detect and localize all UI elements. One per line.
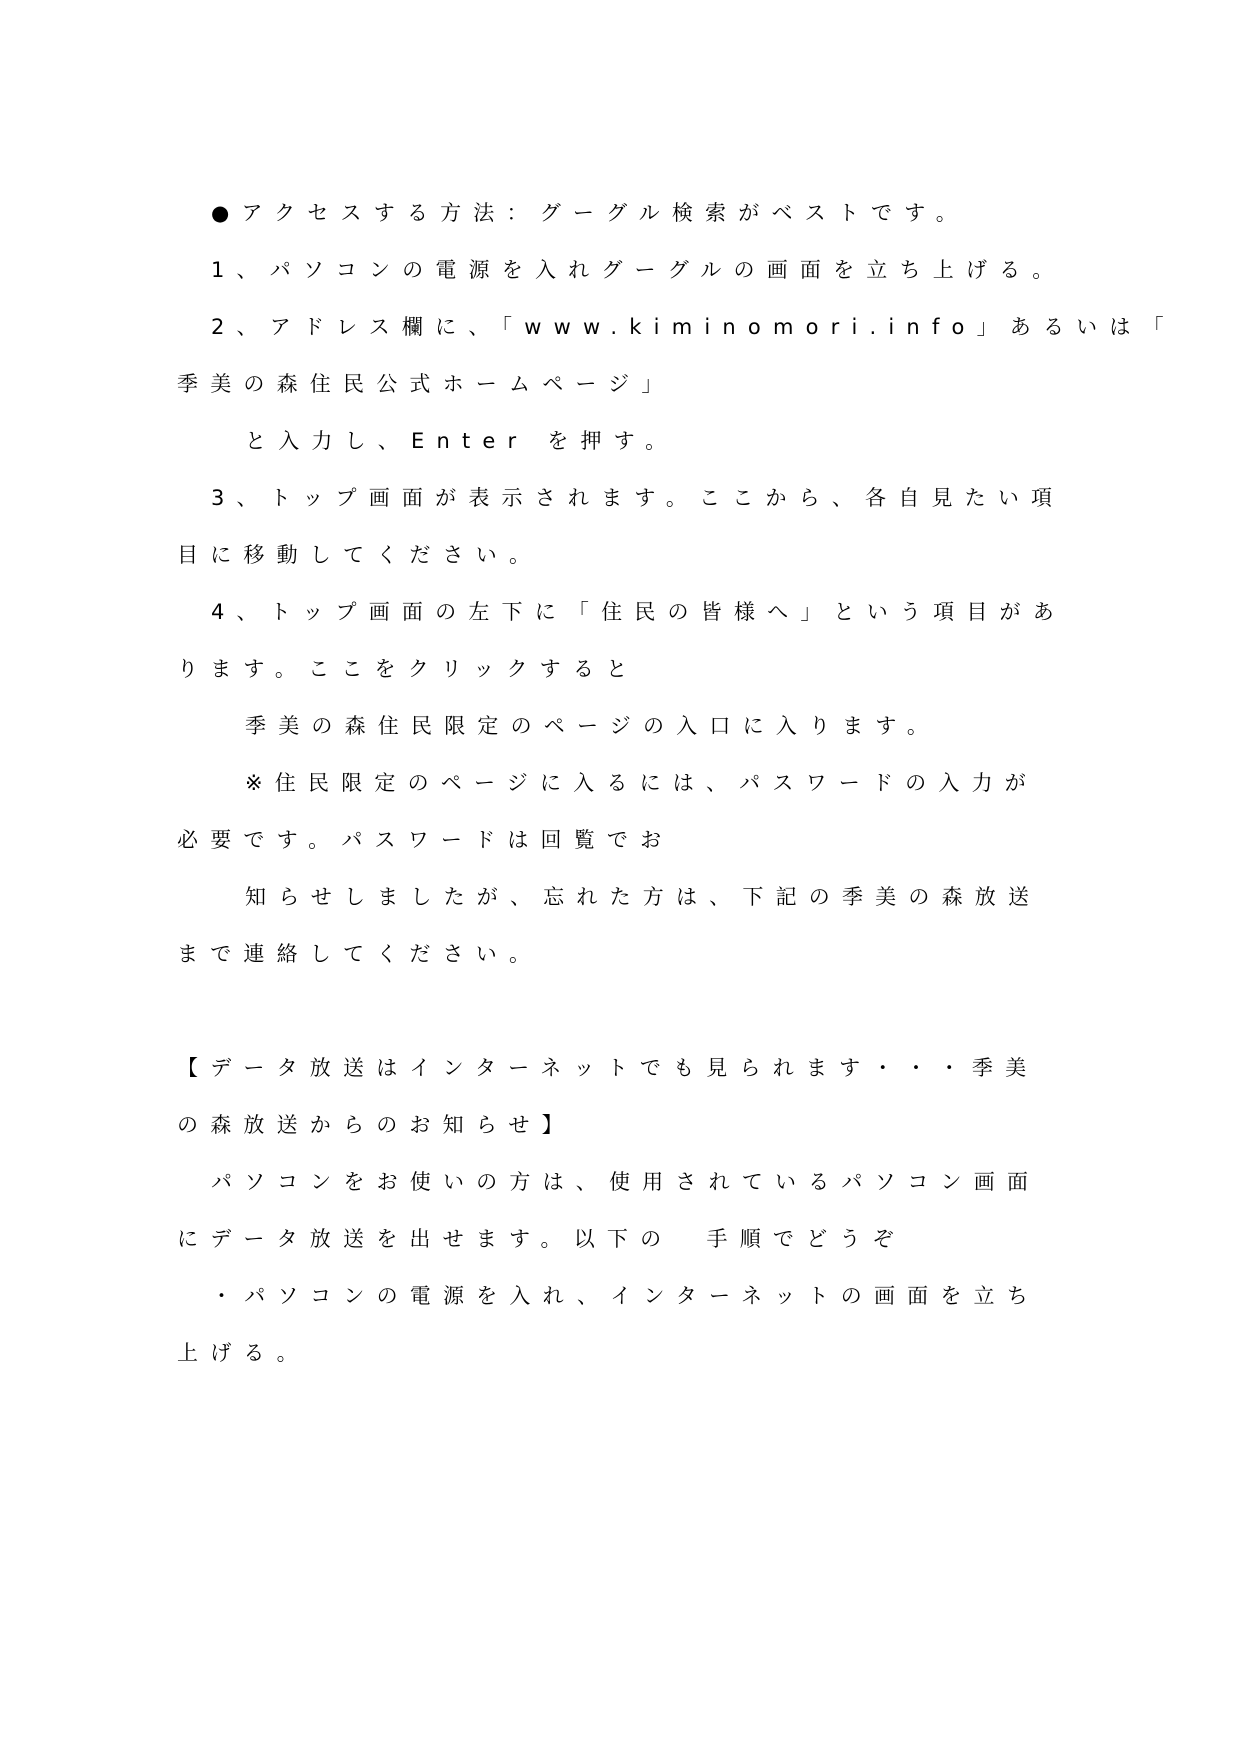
password-note-line-2: 必要です。パスワードは回覧でお [177,828,674,852]
password-note-line-4: まで連絡してください。 [177,942,543,966]
step-2-line-2: 季美の森住民公式ホームページ」 [177,372,675,396]
step-2-line-1: 2、アドレス欄に、「www.kiminomori.info」あるいは「 [211,315,1176,339]
access-heading: ●アクセスする方法：グーグル検索がベストです。 [211,201,969,225]
step-4-line-3: 季美の森住民限定のページの入口に入ります。 [245,714,941,738]
step-1: 1、パソコンの電源を入れグーグルの画面を立ち上げる。 [211,258,1066,282]
step-3-line-2: 目に移動してください。 [177,543,543,567]
password-note-line-1: ※住民限定のページに入るには、パスワードの入力が [245,771,1038,795]
broadcast-title-line-2: の森放送からのお知らせ】 [177,1113,575,1137]
broadcast-title-line-1: 【データ放送はインターネットでも見られます・・・季美 [177,1056,1039,1080]
step-4-line-1: 4、トップ画面の左下に「住民の皆様へ」という項目があ [211,600,1066,624]
step-4-line-2: ります。ここをクリックすると [177,657,640,681]
step-3-line-1: 3、トップ画面が表示されます。ここから、各自見たい項 [211,486,1065,510]
broadcast-bullet-line-1: ・パソコンの電源を入れ、インターネットの画面を立ち [211,1284,1040,1308]
broadcast-intro-line-2: にデータ放送を出せます。以下の 手順でどうぞ [177,1227,906,1251]
broadcast-bullet-line-2: 上げる。 [177,1341,310,1365]
password-note-line-3: 知らせしましたが、忘れた方は、下記の季美の森放送 [245,885,1042,909]
step-2-line-3: と入力し、Enter を押す。 [245,429,679,453]
broadcast-intro-line-1: パソコンをお使いの方は、使用されているパソコン画面 [211,1170,1041,1194]
